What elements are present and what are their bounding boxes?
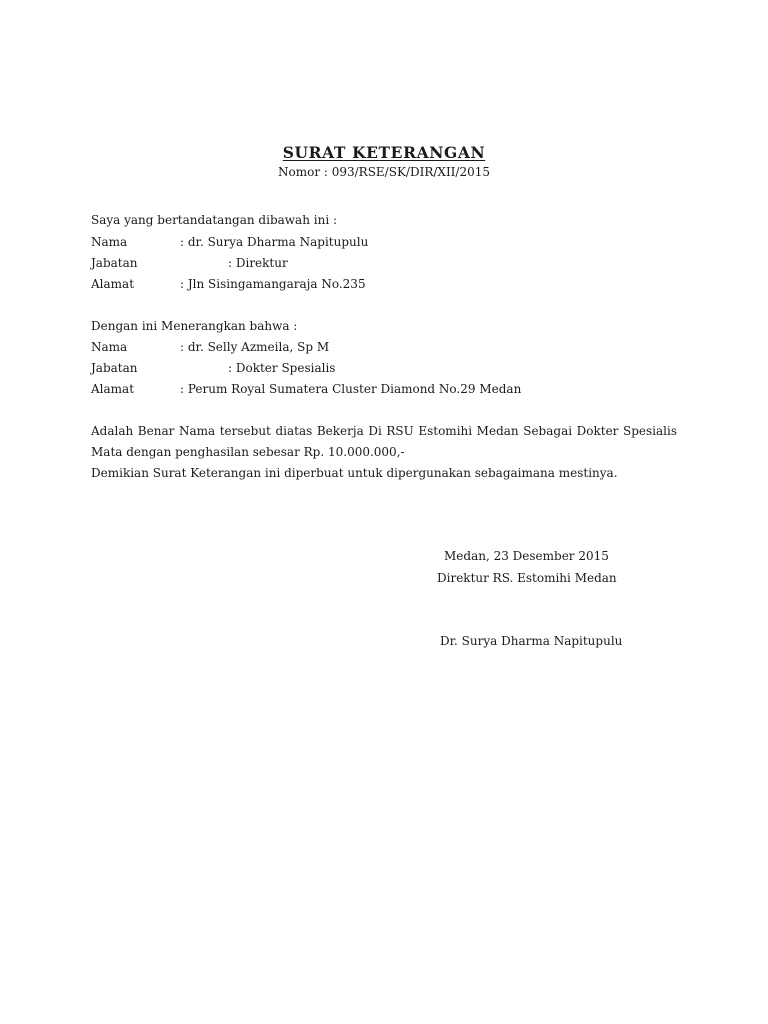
signer-address-value: : Jln Sisingamangaraja No.235 bbox=[180, 277, 366, 291]
signer-name-value: : dr. Surya Dharma Napitupulu bbox=[180, 235, 369, 249]
signature-signer-title: Direktur RS. Estomihi Medan bbox=[437, 571, 617, 585]
signer-address-label: Alamat bbox=[91, 277, 135, 291]
signer-name-label: Nama bbox=[91, 235, 128, 249]
signature-place-date: Medan, 23 Desember 2015 bbox=[444, 549, 609, 563]
subject-address-label: Alamat bbox=[91, 382, 135, 396]
letter-title bbox=[0, 143, 768, 162]
subject-position-value: : Dokter Spesialis bbox=[228, 361, 336, 375]
subject-address-value: : Perum Royal Sumatera Cluster Diamond No.29 Medan bbox=[180, 382, 522, 396]
subject-name-label: Nama bbox=[91, 340, 128, 354]
statement-line-1: Adalah Benar Nama tersebut diatas Bekerja Di RSU Estomihi Medan Sebagai Dokter Spesialis bbox=[91, 424, 677, 438]
letter-number: Nomor : 093/RSE/SK/DIR/XII/2015 bbox=[277, 165, 490, 179]
signature-signer-name: Dr. Surya Dharma Napitupulu bbox=[440, 634, 623, 648]
subject-name-value: : dr. Selly Azmeila, Sp M bbox=[180, 340, 330, 354]
signer-position-value: : Direktur bbox=[228, 256, 288, 270]
signer-intro: Saya yang bertandatangan dibawah ini : bbox=[91, 213, 338, 227]
letter-title-text: SURAT KETERANGAN bbox=[282, 143, 486, 162]
signer-position-label: Jabatan bbox=[91, 256, 138, 270]
statement-line-2: Mata dengan penghasilan sebesar Rp. 10.000.000,- bbox=[91, 445, 405, 459]
closing-line: Demikian Surat Keterangan ini diperbuat untuk dipergunakan sebagaimana mestinya. bbox=[91, 466, 618, 480]
subject-intro: Dengan ini Menerangkan bahwa : bbox=[91, 319, 298, 333]
subject-position-label: Jabatan bbox=[91, 361, 138, 375]
